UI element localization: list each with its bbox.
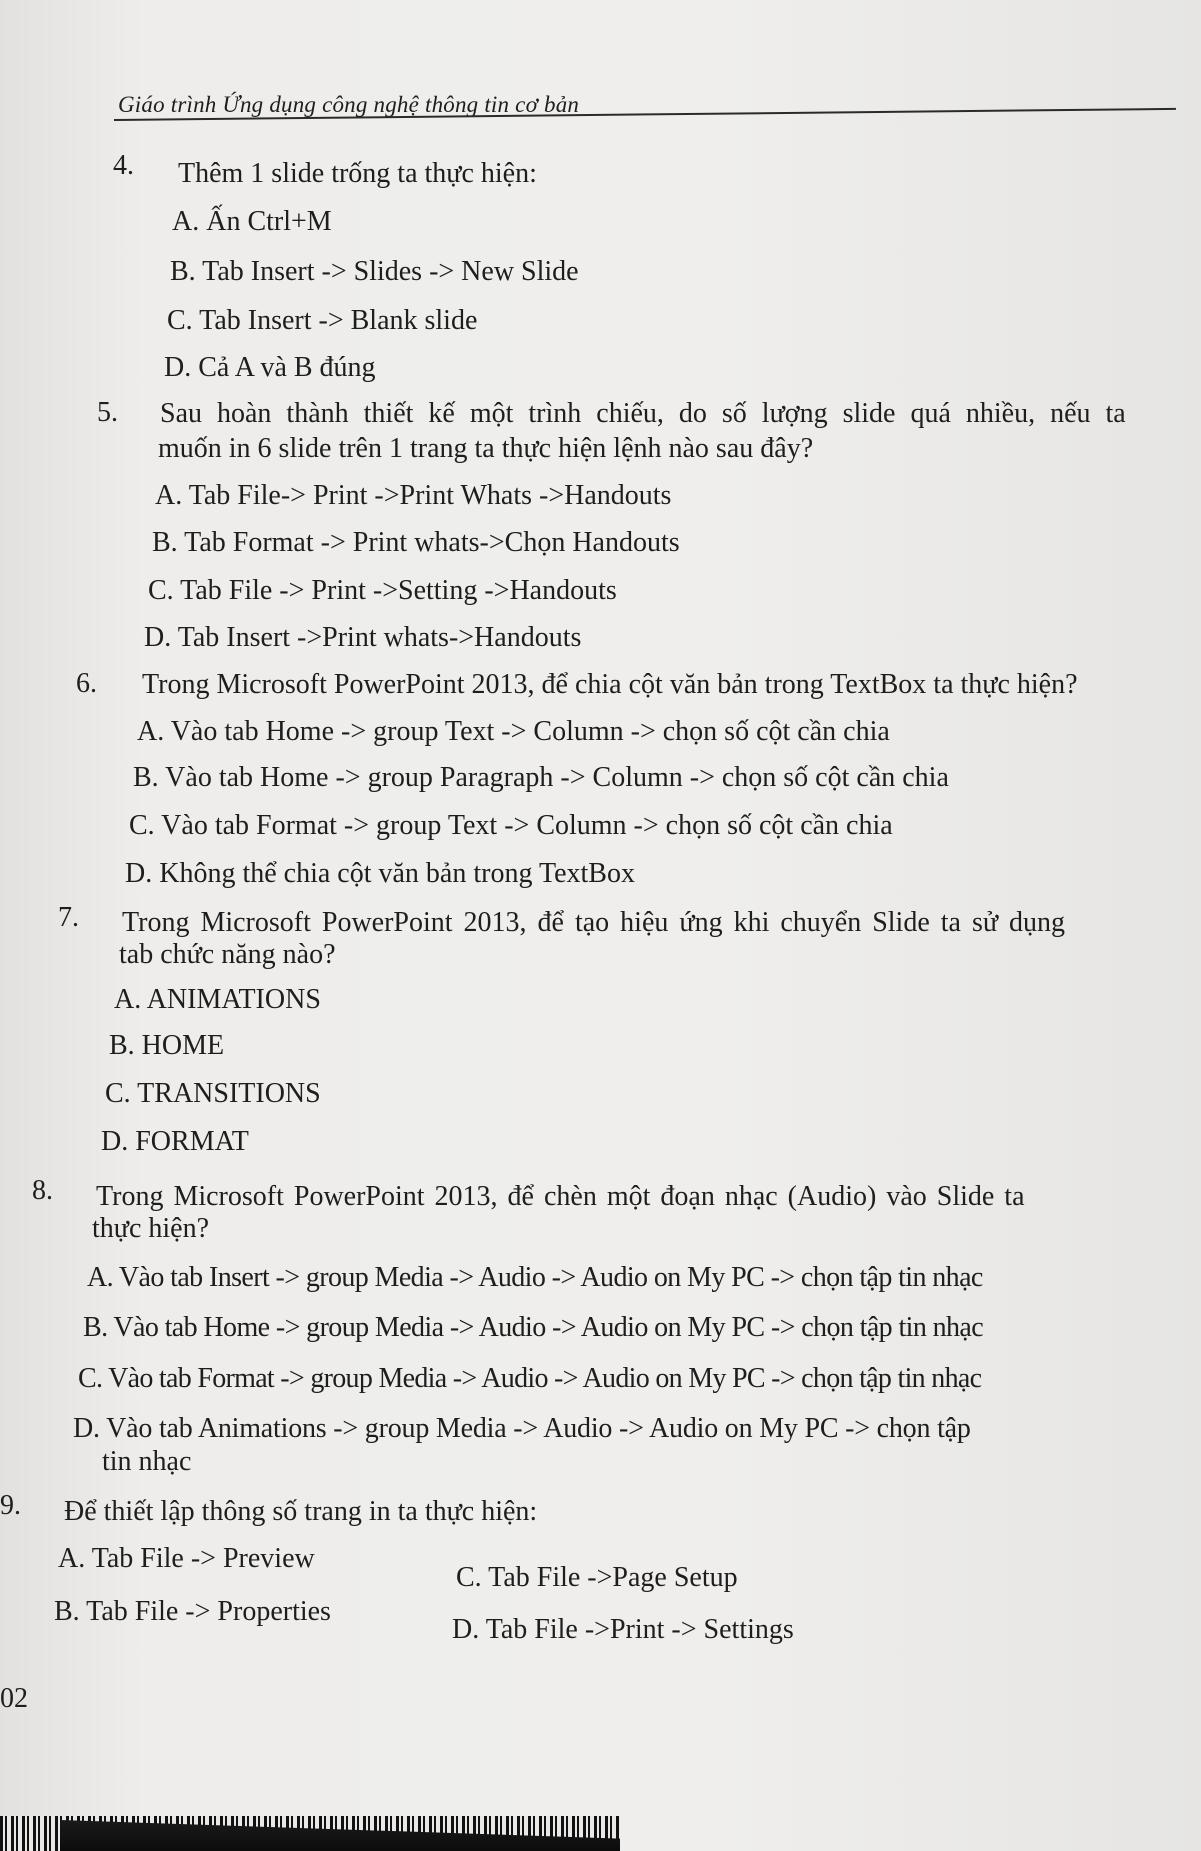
option-b: B. Tab File -> Properties [54,1596,331,1627]
option-c: C. Tab File -> Print ->Setting ->Handouts [148,575,617,606]
option-d: D. FORMAT [101,1126,249,1157]
question-number: 7. [58,902,79,933]
option-a: A. Vào tab Insert -> group Media -> Audio -> Audio on My PC -> chọn tập tin nhạc [87,1262,983,1293]
option-d: D. Tab Insert ->Print whats->Handouts [144,622,582,653]
option-a: A. ANIMATIONS [114,984,321,1015]
option-d: D. Cả A và B đúng [164,352,376,383]
option-a: A. Vào tab Home -> group Text -> Column -> chọn số cột cần chia [137,716,890,747]
question-number: 6. [76,668,97,699]
question-text-line-1: Trong Microsoft PowerPoint 2013, để chèn một đoạn nhạc (Audio) vào Slide ta [96,1181,1025,1212]
question-number: 4. [113,150,134,181]
question-text: Thêm 1 slide trống ta thực hiện: [178,158,537,189]
question-text-line-2: thực hiện? [92,1213,210,1244]
question-text-line-1: Trong Microsoft PowerPoint 2013, để tạo hiệu ứng khi chuyển Slide ta sử dụng [122,907,1066,938]
option-b: B. Vào tab Home -> group Media -> Audio -> Audio on My PC -> chọn tập tin nhạc [83,1312,984,1343]
question-number: 5. [97,397,118,428]
question-text-line-2: muốn in 6 slide trên 1 trang ta thực hiện lệnh nào sau đây? [158,433,814,464]
option-d: D. Không thể chia cột văn bản trong TextBox [125,858,635,889]
option-a: A. Tab File-> Print ->Print Whats ->Handouts [155,480,672,511]
question-text: Để thiết lập thông số trang in ta thực hiện: [64,1496,538,1527]
option-c: C. Vào tab Format -> group Media -> Audio -> Audio on My PC -> chọn tập tin nhạc [78,1363,982,1394]
question-text-line-1: Sau hoàn thành thiết kế một trình chiếu, do số lượng slide quá nhiều, nếu ta [160,398,1126,429]
question-text: Trong Microsoft PowerPoint 2013, để chia cột văn bản trong TextBox ta thực hiện? [142,669,1078,700]
option-c: C. TRANSITIONS [105,1078,321,1109]
running-header: Giáo trình Ứng dụng công nghệ thông tin cơ bản [118,92,580,117]
option-b: B. Tab Format -> Print whats->Chọn Handouts [152,527,680,558]
question-number: 8. [32,1175,53,1206]
option-a: A. Ấn Ctrl+M [172,206,332,237]
option-d-continuation: tin nhạc [102,1446,192,1477]
option-b: B. Vào tab Home -> group Paragraph -> Column -> chọn số cột cần chia [133,762,949,793]
option-b: B. Tab Insert -> Slides -> New Slide [170,256,579,287]
page-number: 02 [0,1683,28,1714]
option-a: A. Tab File -> Preview [58,1543,315,1574]
option-c: C. Tab File ->Page Setup [456,1562,738,1593]
option-c: C. Vào tab Format -> group Text -> Column -> chọn số cột cần chia [129,810,893,841]
option-c: C. Tab Insert -> Blank slide [167,305,478,336]
question-number: 9. [0,1490,21,1521]
option-d: D. Tab File ->Print -> Settings [452,1614,794,1645]
option-d: D. Vào tab Animations -> group Media -> Audio -> Audio on My PC -> chọn tập [73,1413,971,1444]
option-b: B. HOME [109,1030,225,1061]
question-text-line-2: tab chức năng nào? [119,939,336,970]
